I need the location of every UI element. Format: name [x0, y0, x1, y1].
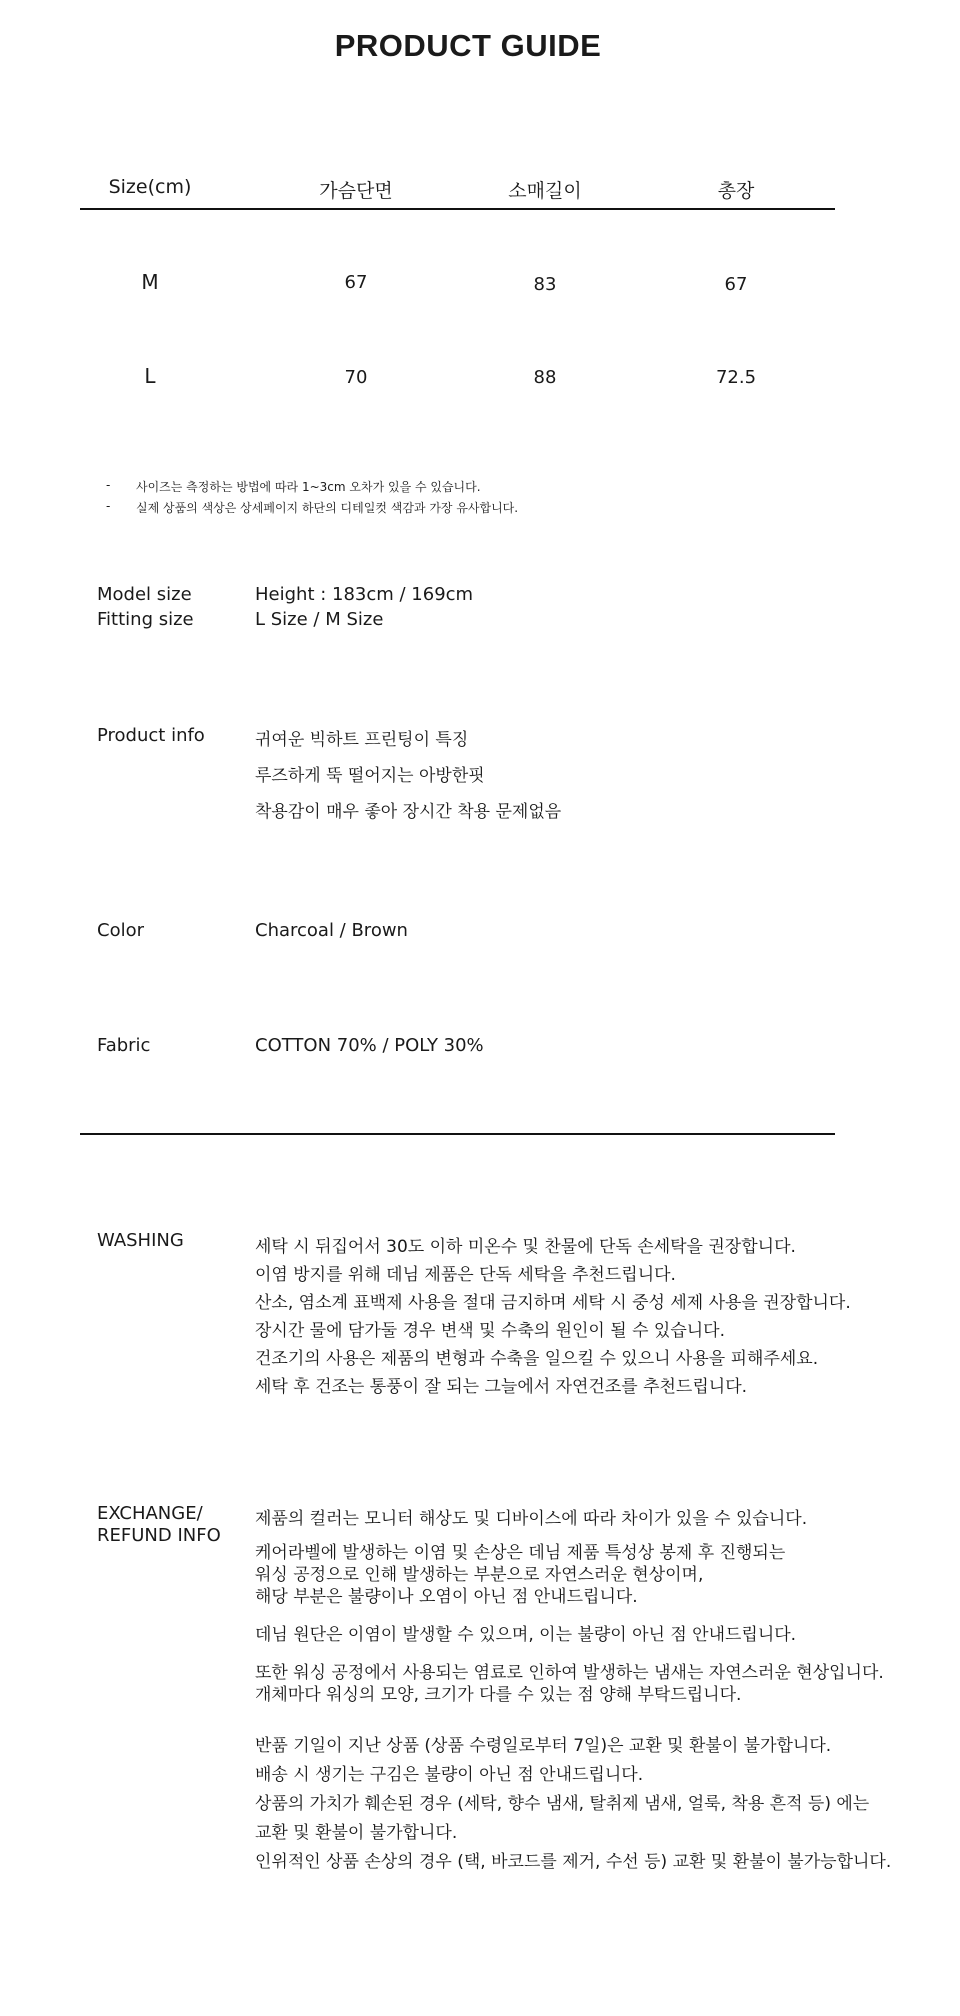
header-size: Size(cm): [108, 176, 192, 198]
exchange-line: 케어라벨에 발생하는 이염 및 손상은 데님 제품 특성상 봉제 후 진행되는: [255, 1543, 786, 1563]
washing-line: 이염 방지를 위해 데님 제품은 단독 세탁을 추천드립니다.: [255, 1265, 676, 1285]
exchange-line: 교환 및 환불이 불가합니다.: [255, 1823, 458, 1843]
section-divider: [80, 1133, 835, 1135]
washing-line: 세탁 시 뒤집어서 30도 이하 미온수 및 찬물에 단독 손세탁을 권장합니다.: [255, 1237, 796, 1257]
header-total-length: 총장: [717, 180, 755, 202]
fabric-label: Fabric: [97, 1035, 151, 1056]
exchange-line: 반품 기일이 지난 상품 (상품 수령일로부터 7일)은 교환 및 환불이 불가합니다.: [255, 1736, 832, 1756]
row-total-length: 67: [724, 274, 748, 295]
exchange-line: 데님 원단은 이염이 발생할 수 있으며, 이는 불량이 아닌 점 안내드립니다.: [255, 1625, 797, 1645]
row-chest-width: 70: [344, 367, 368, 388]
table-header-divider: [80, 208, 835, 210]
exchange-line: 인위적인 상품 손상의 경우 (택, 바코드를 제거, 수선 등) 교환 및 환불이 불가능합니다.: [255, 1852, 892, 1872]
note-dash: -: [106, 499, 111, 513]
model-size-value: Height : 183cm / 169cm: [255, 584, 474, 605]
exchange-line: 또한 워싱 공정에서 사용되는 염료로 인하여 발생하는 냄새는 자연스러운 현상입니다.: [255, 1663, 884, 1683]
exchange-line: 해당 부분은 불량이나 오염이 아닌 점 안내드립니다.: [255, 1587, 638, 1607]
exchange-line: 배송 시 생기는 구김은 불량이 아닌 점 안내드립니다.: [255, 1765, 644, 1785]
product-info-label: Product info: [97, 725, 205, 746]
note-text: 실제 상품의 색상은 상세페이지 하단의 디테일컷 색감과 가장 유사합니다.: [136, 501, 519, 515]
header-sleeve-length: 소매길이: [508, 180, 582, 202]
washing-line: 산소, 염소계 표백제 사용을 절대 금지하며 세탁 시 중성 세제 사용을 권장합니다.: [255, 1293, 851, 1313]
fitting-size-value: L Size / M Size: [255, 609, 384, 630]
exchange-line: 제품의 컬러는 모니터 해상도 및 디바이스에 따라 차이가 있을 수 있습니다.: [255, 1509, 808, 1529]
fabric-value: COTTON 70% / POLY 30%: [255, 1035, 484, 1056]
washing-line: 세탁 후 건조는 통풍이 잘 되는 그늘에서 자연건조를 추천드립니다.: [255, 1377, 748, 1397]
row-sleeve-length: 88: [533, 367, 557, 388]
note-text: 사이즈는 측정하는 방법에 따라 1~3cm 오차가 있을 수 있습니다.: [136, 480, 481, 494]
fitting-size-label: Fitting size: [97, 609, 194, 630]
product-info-line: 루즈하게 뚝 떨어지는 아방한핏: [255, 766, 485, 786]
row-size: M: [141, 270, 159, 294]
product-info-line: 귀여운 빅하트 프린팅이 특징: [255, 730, 469, 750]
color-value: Charcoal / Brown: [255, 920, 408, 941]
note-dash: -: [106, 478, 111, 492]
exchange-line: 개체마다 워싱의 모양, 크기가 다를 수 있는 점 양해 부탁드립니다.: [255, 1685, 742, 1705]
washing-label: WASHING: [97, 1230, 184, 1251]
refund-info-label: REFUND INFO: [97, 1525, 221, 1546]
product-info-line: 착용감이 매우 좋아 장시간 착용 문제없음: [255, 802, 562, 822]
row-size: L: [144, 364, 156, 388]
row-sleeve-length: 83: [533, 274, 557, 295]
header-chest-width: 가슴단면: [319, 180, 393, 202]
color-label: Color: [97, 920, 144, 941]
exchange-line: 상품의 가치가 훼손된 경우 (세탁, 향수 냄새, 탈취제 냄새, 얼룩, 착용 흔적 등) 에는: [255, 1794, 870, 1814]
model-size-label: Model size: [97, 584, 192, 605]
row-total-length: 72.5: [715, 367, 757, 388]
page-title: PRODUCT GUIDE: [334, 28, 602, 63]
exchange-label: EXCHANGE/: [97, 1503, 203, 1524]
row-chest-width: 67: [344, 272, 368, 293]
washing-line: 장시간 물에 담가둘 경우 변색 및 수축의 원인이 될 수 있습니다.: [255, 1321, 725, 1341]
exchange-line: 워싱 공정으로 인해 발생하는 부분으로 자연스러운 현상이며,: [255, 1565, 704, 1585]
washing-line: 건조기의 사용은 제품의 변형과 수축을 일으킬 수 있으니 사용을 피해주세요.: [255, 1349, 819, 1369]
